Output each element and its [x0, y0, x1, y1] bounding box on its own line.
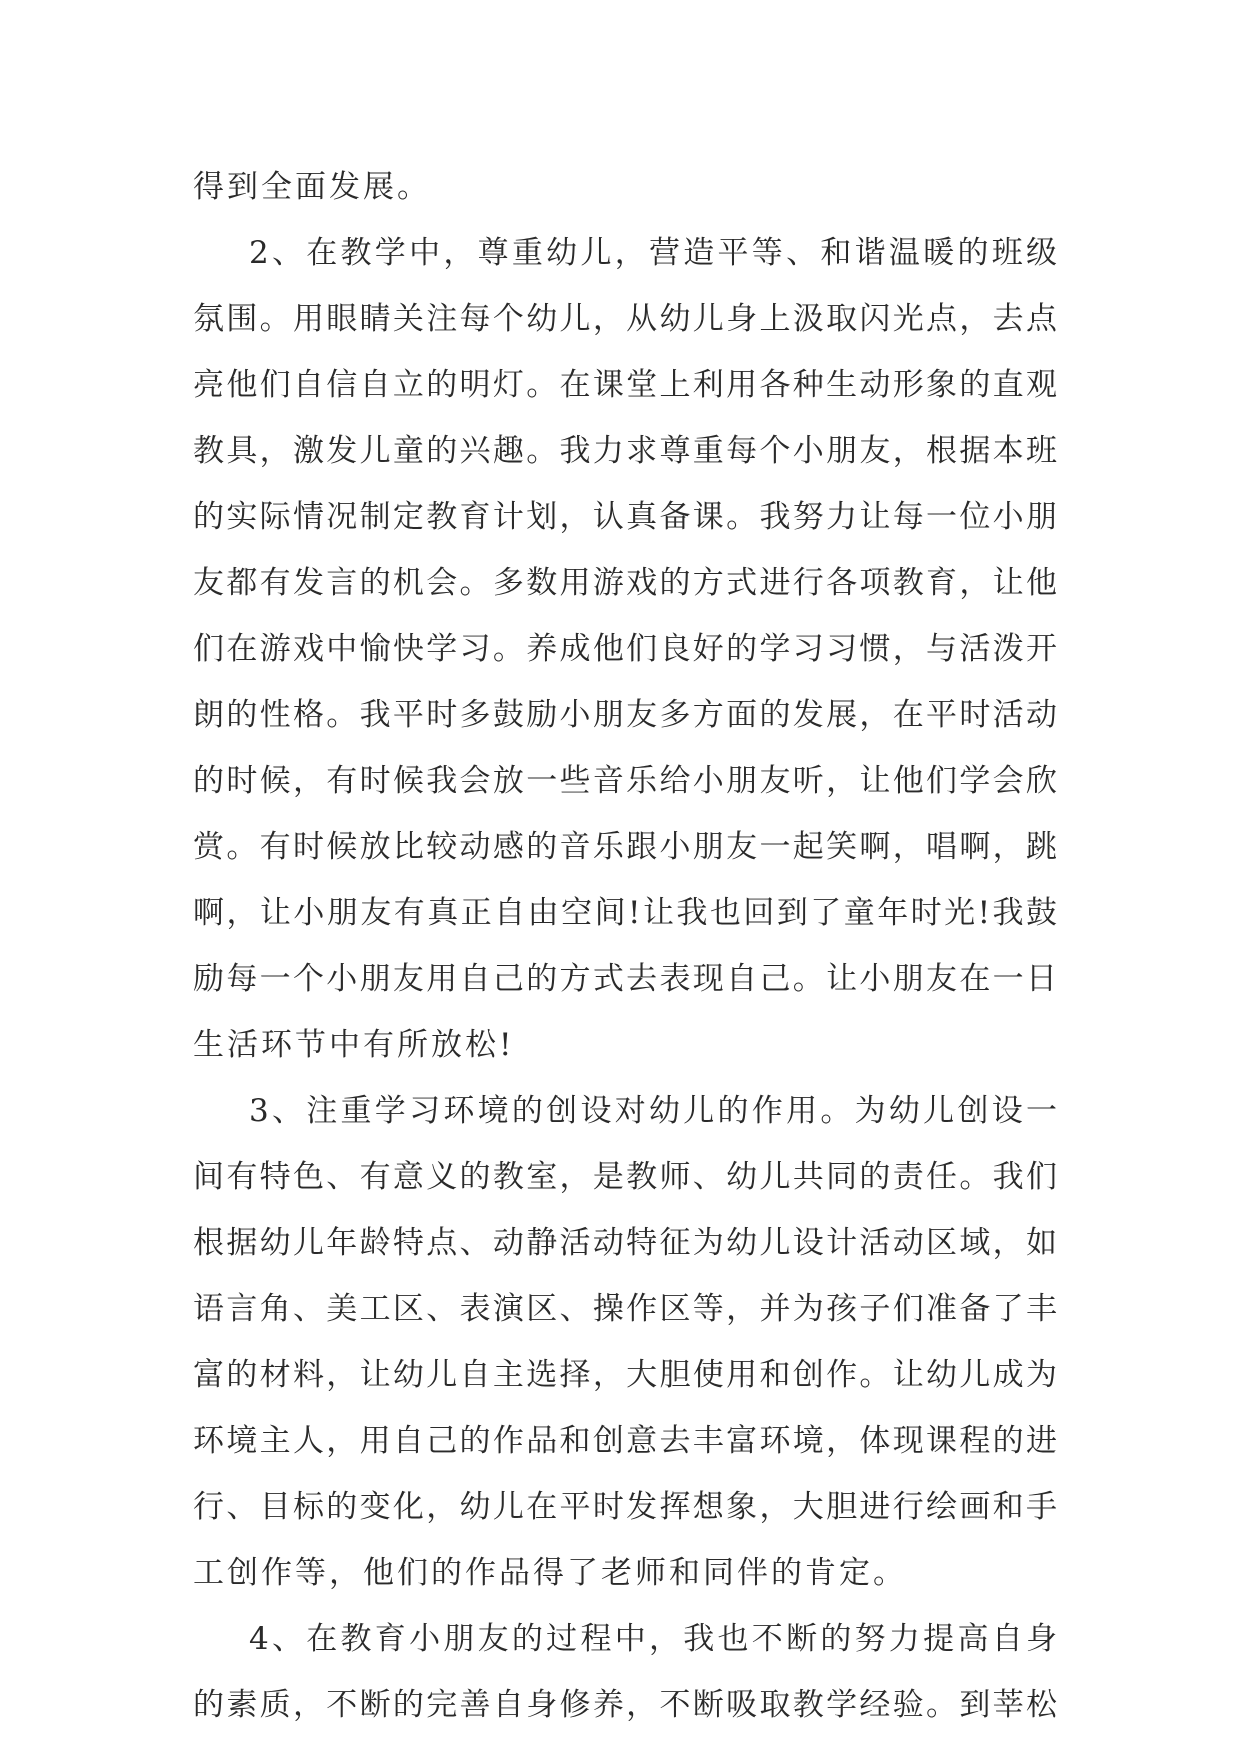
text-line: 得到全面发展。	[193, 169, 431, 205]
text-line: 亮他们自信自立的明灯。在课堂上利用各种生动形象的直观	[193, 367, 1057, 403]
text-line: 教具，激发儿童的兴趣。我力求尊重每个小朋友，根据本班	[193, 433, 1057, 469]
text-line: 间有特色、有意义的教室，是教师、幼儿共同的责任。我们	[193, 1159, 1057, 1195]
paragraph-3-start: 3、注重学习环境的创设对幼儿的作用。为幼儿创设一	[249, 1093, 1057, 1129]
text-line: 语言角、美工区、表演区、操作区等，并为孩子们准备了丰	[193, 1291, 1057, 1327]
paragraph-4-start: 4、在教育小朋友的过程中，我也不断的努力提高自身	[249, 1621, 1057, 1657]
text-line: 的实际情况制定教育计划，认真备课。我努力让每一位小朋	[193, 499, 1057, 535]
text-line: 的时候，有时候我会放一些音乐给小朋友听，让他们学会欣	[193, 763, 1057, 799]
text-line: 励每一个小朋友用自己的方式去表现自己。让小朋友在一日	[193, 961, 1057, 997]
text-line: 工创作等，他们的作品得了老师和同伴的肯定。	[193, 1555, 907, 1591]
text-line: 行、目标的变化，幼儿在平时发挥想象，大胆进行绘画和手	[193, 1489, 1057, 1525]
body-text	[193, 154, 1057, 1738]
text-line: 氛围。用眼睛关注每个幼儿，从幼儿身上汲取闪光点，去点	[193, 301, 1057, 337]
text-line: 根据幼儿年龄特点、动静活动特征为幼儿设计活动区域，如	[193, 1225, 1057, 1261]
text-line: 啊，让小朋友有真正自由空间!让我也回到了童年时光!我鼓	[193, 895, 1057, 931]
text-line: 富的材料，让幼儿自主选择，大胆使用和创作。让幼儿成为	[193, 1357, 1057, 1393]
text-line: 赏。有时候放比较动感的音乐跟小朋友一起笑啊，唱啊，跳	[193, 829, 1057, 865]
text-line: 友都有发言的机会。多数用游戏的方式进行各项教育，让他	[193, 565, 1057, 601]
text-line: 朗的性格。我平时多鼓励小朋友多方面的发展，在平时活动	[193, 697, 1057, 733]
text-line: 生活环节中有所放松!	[193, 1027, 515, 1063]
paragraph-2-start: 2、在教学中，尊重幼儿，营造平等、和谐温暖的班级	[249, 235, 1057, 271]
text-line: 环境主人，用自己的作品和创意去丰富环境，体现课程的进	[193, 1423, 1057, 1459]
text-line: 们在游戏中愉快学习。养成他们良好的学习习惯，与活泼开	[193, 631, 1057, 667]
text-line: 的素质，不断的完善自身修养，不断吸取教学经验。到莘松	[193, 1687, 1057, 1723]
